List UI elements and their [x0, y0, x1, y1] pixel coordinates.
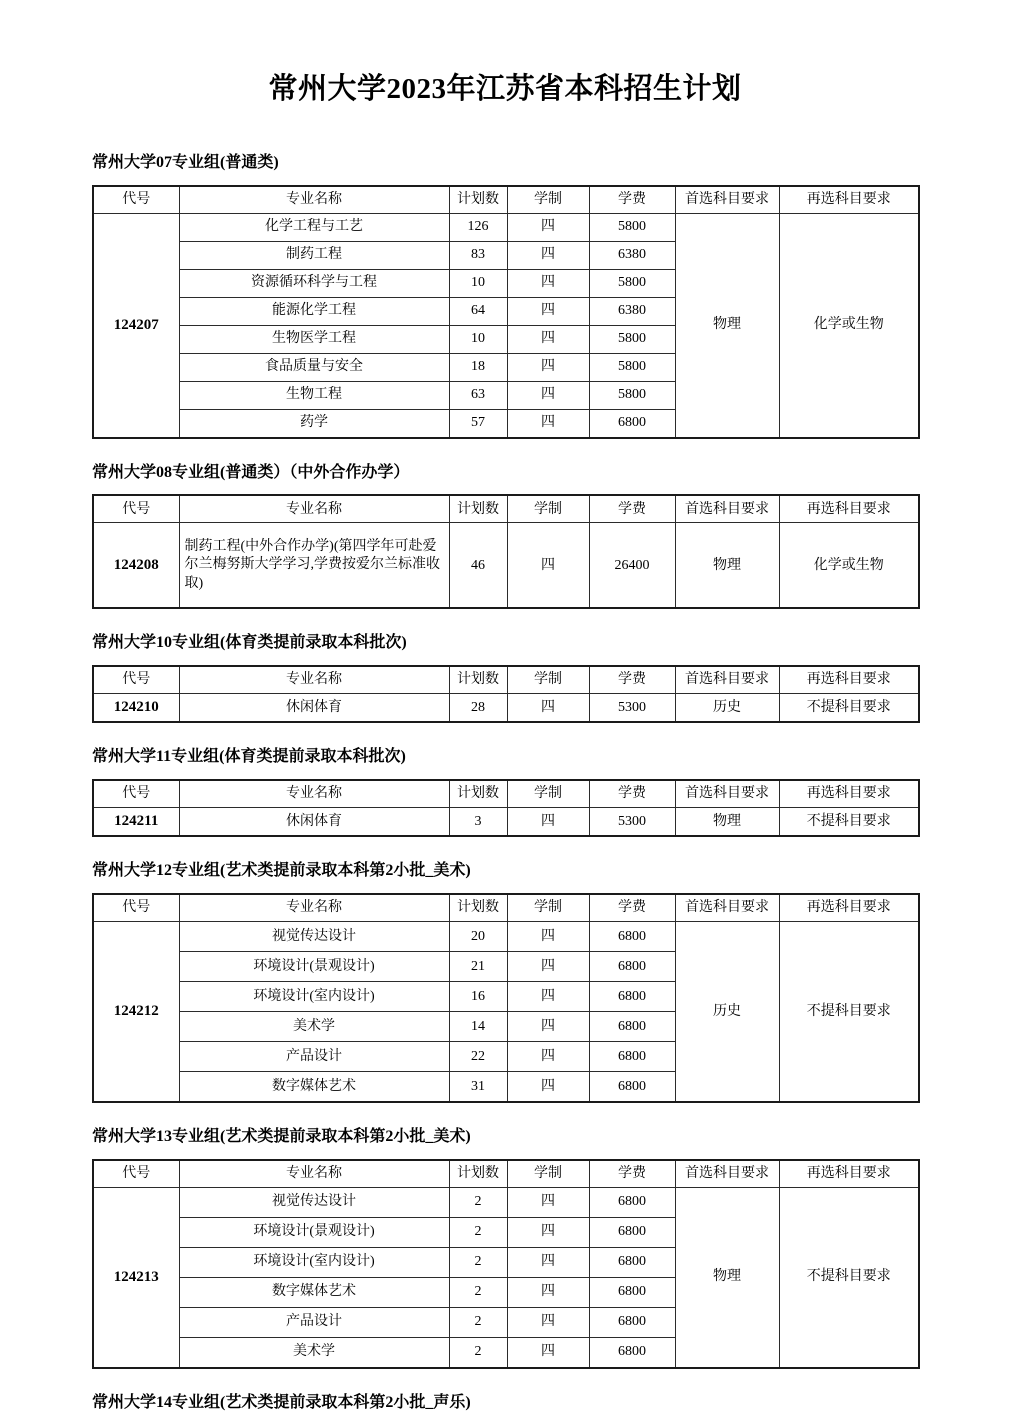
length-cell: 四 — [507, 1247, 589, 1277]
column-header-length: 学制 — [507, 1160, 589, 1188]
length-cell: 四 — [507, 353, 589, 381]
group-heading: 常州大学13专业组(艺术类提前录取本科第2小批_美术) — [92, 1127, 471, 1145]
fee-cell: 6800 — [589, 1307, 675, 1337]
group-heading: 常州大学10专业组(体育类提前录取本科批次) — [92, 634, 407, 652]
plan-cell: 10 — [449, 325, 507, 353]
column-header-length: 学制 — [507, 666, 589, 694]
length-cell: 四 — [507, 269, 589, 297]
plan-cell: 10 — [449, 269, 507, 297]
major-name-cell: 药学 — [179, 409, 449, 438]
first-subject-cell: 物理 — [675, 1187, 779, 1368]
major-name-cell: 美术学 — [179, 1011, 449, 1041]
column-header-code: 代号 — [93, 780, 179, 808]
fee-cell: 6800 — [589, 1071, 675, 1102]
group-code-cell: 124210 — [93, 694, 179, 723]
group-heading: 常州大学07专业组(普通类) — [92, 153, 279, 171]
major-name-cell: 生物工程 — [179, 381, 449, 409]
major-name-cell: 美术学 — [179, 1337, 449, 1368]
length-cell: 四 — [507, 807, 589, 836]
plan-cell: 2 — [449, 1277, 507, 1307]
column-header-plan: 计划数 — [449, 780, 507, 808]
fee-cell: 5800 — [589, 381, 675, 409]
length-cell: 四 — [507, 1041, 589, 1071]
column-header-major: 专业名称 — [179, 495, 449, 523]
fee-cell: 26400 — [589, 523, 675, 609]
plan-cell: 126 — [449, 213, 507, 241]
table-header-row — [93, 666, 919, 694]
column-header-second-subject: 再选科目要求 — [779, 495, 919, 523]
fee-cell: 6800 — [589, 1337, 675, 1368]
fee-cell: 5800 — [589, 325, 675, 353]
major-name-cell: 产品设计 — [179, 1041, 449, 1071]
length-cell: 四 — [507, 241, 589, 269]
fee-cell: 6800 — [589, 951, 675, 981]
column-header-first-subject: 首选科目要求 — [675, 495, 779, 523]
plan-table — [92, 185, 920, 439]
column-header-code: 代号 — [93, 1160, 179, 1188]
major-name-cell: 化学工程与工艺 — [179, 213, 449, 241]
column-header-code: 代号 — [93, 495, 179, 523]
fee-cell: 6800 — [589, 1277, 675, 1307]
group-heading: 常州大学11专业组(体育类提前录取本科批次) — [92, 748, 406, 766]
plan-table — [92, 494, 920, 609]
page-title: 常州大学2023年江苏省本科招生计划 — [268, 73, 742, 105]
major-name-cell: 生物医学工程 — [179, 325, 449, 353]
fee-cell: 6800 — [589, 921, 675, 951]
heading-table-spacer — [92, 174, 918, 185]
heading-table-spacer — [92, 654, 918, 665]
table-header-row — [93, 186, 919, 214]
major-name-cell: 环境设计(室内设计) — [179, 981, 449, 1011]
plan-cell: 83 — [449, 241, 507, 269]
major-name-cell: 数字媒体艺术 — [179, 1277, 449, 1307]
plan-cell: 18 — [449, 353, 507, 381]
group-code-cell: 124207 — [93, 213, 179, 438]
table-heading-spacer — [92, 609, 918, 633]
table-row — [93, 694, 919, 723]
table-heading-spacer — [92, 1103, 918, 1127]
column-header-fee: 学费 — [589, 894, 675, 922]
column-header-plan: 计划数 — [449, 666, 507, 694]
group-heading: 常州大学14专业组(艺术类提前录取本科第2小批_声乐) — [92, 1393, 471, 1411]
plan-table — [92, 893, 920, 1103]
column-header-major: 专业名称 — [179, 666, 449, 694]
plan-cell: 3 — [449, 807, 507, 836]
fee-cell: 5800 — [589, 353, 675, 381]
column-header-length: 学制 — [507, 780, 589, 808]
column-header-first-subject: 首选科目要求 — [675, 894, 779, 922]
plan-cell: 2 — [449, 1217, 507, 1247]
column-header-first-subject: 首选科目要求 — [675, 780, 779, 808]
column-header-length: 学制 — [507, 495, 589, 523]
second-subject-cell: 不提科目要求 — [779, 694, 919, 723]
second-subject-cell: 不提科目要求 — [779, 921, 919, 1102]
plan-cell: 63 — [449, 381, 507, 409]
group-code-cell: 124212 — [93, 921, 179, 1102]
length-cell: 四 — [507, 981, 589, 1011]
major-name-cell: 休闲体育 — [179, 807, 449, 836]
plan-cell: 21 — [449, 951, 507, 981]
column-header-major: 专业名称 — [179, 780, 449, 808]
major-name-cell: 环境设计(室内设计) — [179, 1247, 449, 1277]
table-heading-spacer — [92, 723, 918, 747]
table-header-row — [93, 1160, 919, 1188]
column-header-fee: 学费 — [589, 186, 675, 214]
fee-cell: 6800 — [589, 981, 675, 1011]
table-heading-spacer — [92, 1369, 918, 1393]
length-cell: 四 — [507, 1071, 589, 1102]
fee-cell: 6380 — [589, 297, 675, 325]
plan-table — [92, 665, 920, 723]
major-name-cell: 视觉传达设计 — [179, 1187, 449, 1217]
column-header-length: 学制 — [507, 186, 589, 214]
column-header-code: 代号 — [93, 666, 179, 694]
length-cell: 四 — [507, 523, 589, 609]
table-heading-spacer — [92, 837, 918, 861]
fee-cell: 6800 — [589, 1247, 675, 1277]
group-code-cell: 124213 — [93, 1187, 179, 1368]
plan-cell: 14 — [449, 1011, 507, 1041]
major-name-cell: 环境设计(景观设计) — [179, 951, 449, 981]
length-cell: 四 — [507, 409, 589, 438]
column-header-major: 专业名称 — [179, 1160, 449, 1188]
length-cell: 四 — [507, 694, 589, 723]
plan-cell: 31 — [449, 1071, 507, 1102]
column-header-major: 专业名称 — [179, 186, 449, 214]
first-subject-cell: 物理 — [675, 213, 779, 438]
length-cell: 四 — [507, 213, 589, 241]
column-header-length: 学制 — [507, 894, 589, 922]
title-spacer — [92, 107, 918, 153]
heading-table-spacer — [92, 882, 918, 893]
column-header-major: 专业名称 — [179, 894, 449, 922]
second-subject-cell: 不提科目要求 — [779, 807, 919, 836]
fee-cell: 6800 — [589, 1041, 675, 1071]
major-name-cell: 休闲体育 — [179, 694, 449, 723]
second-subject-cell: 不提科目要求 — [779, 1187, 919, 1368]
fee-cell: 6800 — [589, 1011, 675, 1041]
first-subject-cell: 历史 — [675, 694, 779, 723]
major-name-cell: 制药工程 — [179, 241, 449, 269]
length-cell: 四 — [507, 1217, 589, 1247]
column-header-second-subject: 再选科目要求 — [779, 186, 919, 214]
plan-table — [92, 1159, 920, 1369]
heading-table-spacer — [92, 1148, 918, 1159]
column-header-plan: 计划数 — [449, 1160, 507, 1188]
column-header-second-subject: 再选科目要求 — [779, 666, 919, 694]
fee-cell: 6800 — [589, 409, 675, 438]
plan-cell: 2 — [449, 1307, 507, 1337]
major-name-cell: 能源化学工程 — [179, 297, 449, 325]
column-header-code: 代号 — [93, 186, 179, 214]
column-header-second-subject: 再选科目要求 — [779, 1160, 919, 1188]
plan-cell: 2 — [449, 1247, 507, 1277]
group-code-cell: 124211 — [93, 807, 179, 836]
fee-cell: 5800 — [589, 213, 675, 241]
fee-cell: 6800 — [589, 1187, 675, 1217]
second-subject-cell: 化学或生物 — [779, 523, 919, 609]
length-cell: 四 — [507, 325, 589, 353]
column-header-fee: 学费 — [589, 1160, 675, 1188]
table-row — [93, 807, 919, 836]
heading-table-spacer — [92, 483, 918, 494]
length-cell: 四 — [507, 1187, 589, 1217]
length-cell: 四 — [507, 1307, 589, 1337]
plan-cell: 28 — [449, 694, 507, 723]
table-header-row — [93, 894, 919, 922]
major-name-cell: 环境设计(景观设计) — [179, 1217, 449, 1247]
plan-cell: 20 — [449, 921, 507, 951]
plan-cell: 16 — [449, 981, 507, 1011]
first-subject-cell: 物理 — [675, 807, 779, 836]
table-row — [93, 213, 919, 241]
length-cell: 四 — [507, 921, 589, 951]
major-name-cell: 数字媒体艺术 — [179, 1071, 449, 1102]
length-cell: 四 — [507, 1011, 589, 1041]
table-row — [93, 921, 919, 951]
plan-table — [92, 779, 920, 837]
fee-cell: 6380 — [589, 241, 675, 269]
column-header-plan: 计划数 — [449, 186, 507, 214]
length-cell: 四 — [507, 1277, 589, 1307]
length-cell: 四 — [507, 381, 589, 409]
second-subject-cell: 化学或生物 — [779, 213, 919, 438]
fee-cell: 5300 — [589, 807, 675, 836]
column-header-plan: 计划数 — [449, 495, 507, 523]
plan-cell: 46 — [449, 523, 507, 609]
major-name-cell: 食品质量与安全 — [179, 353, 449, 381]
plan-cell: 64 — [449, 297, 507, 325]
table-header-row — [93, 495, 919, 523]
plan-cell: 57 — [449, 409, 507, 438]
table-heading-spacer — [92, 439, 918, 463]
major-name-cell: 资源循环科学与工程 — [179, 269, 449, 297]
fee-cell: 5800 — [589, 269, 675, 297]
major-name-cell: 视觉传达设计 — [179, 921, 449, 951]
column-header-plan: 计划数 — [449, 894, 507, 922]
column-header-second-subject: 再选科目要求 — [779, 894, 919, 922]
length-cell: 四 — [507, 297, 589, 325]
first-subject-cell: 物理 — [675, 523, 779, 609]
table-row — [93, 523, 919, 609]
column-header-second-subject: 再选科目要求 — [779, 780, 919, 808]
major-name-cell: 产品设计 — [179, 1307, 449, 1337]
column-header-first-subject: 首选科目要求 — [675, 186, 779, 214]
plan-cell: 22 — [449, 1041, 507, 1071]
column-header-fee: 学费 — [589, 780, 675, 808]
column-header-fee: 学费 — [589, 666, 675, 694]
column-header-code: 代号 — [93, 894, 179, 922]
major-name-cell: 制药工程(中外合作办学)(第四学年可赴爱尔兰梅努斯大学学习,学费按爱尔兰标准收取) — [179, 523, 449, 609]
column-header-first-subject: 首选科目要求 — [675, 666, 779, 694]
table-header-row — [93, 780, 919, 808]
group-code-cell: 124208 — [93, 523, 179, 609]
fee-cell: 6800 — [589, 1217, 675, 1247]
group-heading: 常州大学08专业组(普通类）（中外合作办学） — [92, 463, 410, 481]
plan-cell: 2 — [449, 1337, 507, 1368]
length-cell: 四 — [507, 1337, 589, 1368]
heading-table-spacer — [92, 768, 918, 779]
sections-container — [92, 153, 918, 1414]
fee-cell: 5300 — [589, 694, 675, 723]
first-subject-cell: 历史 — [675, 921, 779, 1102]
group-heading: 常州大学12专业组(艺术类提前录取本科第2小批_美术) — [92, 861, 471, 879]
table-row — [93, 1187, 919, 1217]
column-header-fee: 学费 — [589, 495, 675, 523]
length-cell: 四 — [507, 951, 589, 981]
column-header-first-subject: 首选科目要求 — [675, 1160, 779, 1188]
plan-cell: 2 — [449, 1187, 507, 1217]
